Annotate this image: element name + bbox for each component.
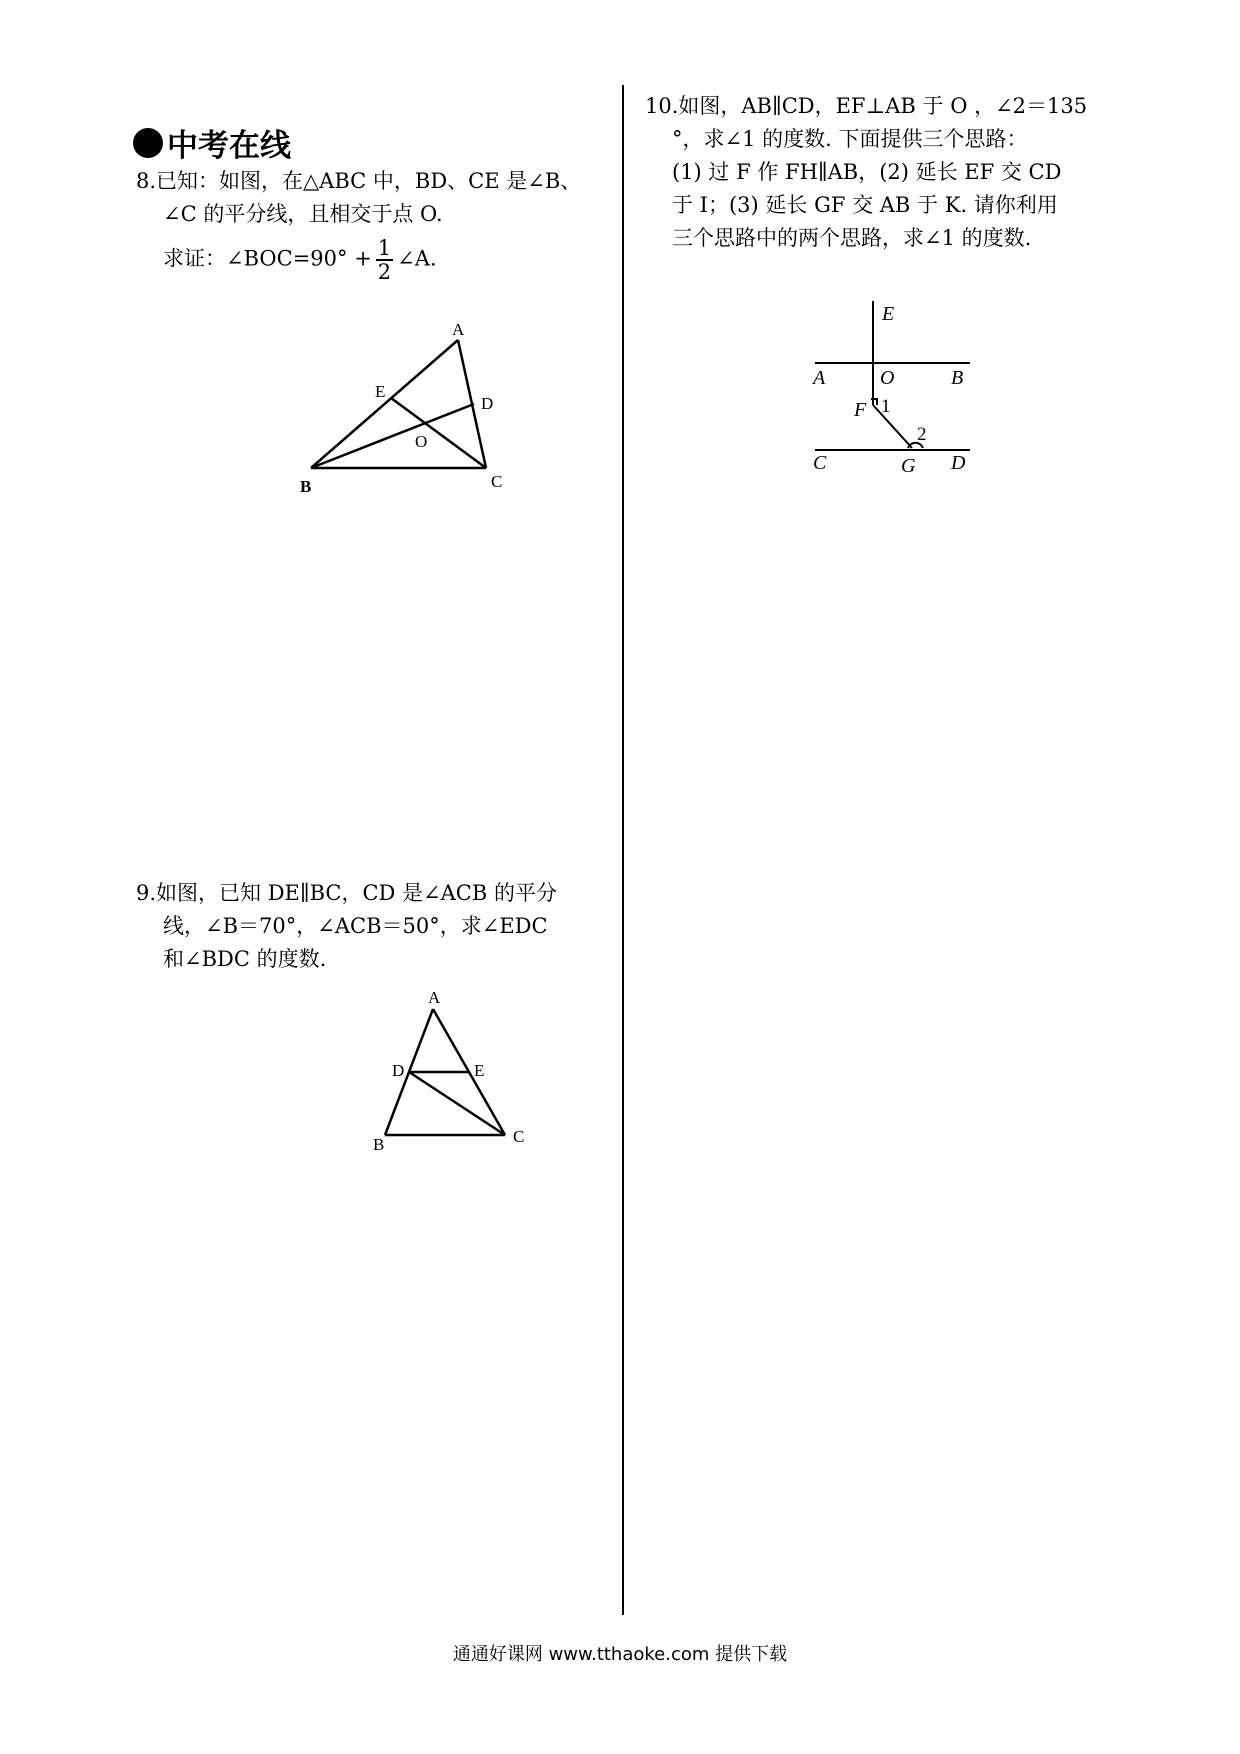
q10-label-B: B — [951, 367, 964, 389]
q9-triangle-figure — [365, 985, 540, 1150]
q10-parallel-lines-figure — [805, 298, 980, 478]
section-title — [133, 120, 291, 165]
q9-line-1: 9.如图，已知 DE∥BC，CD 是∠ACB 的平分 — [136, 881, 557, 905]
q8-fraction — [376, 237, 393, 283]
q8-proof — [136, 237, 606, 283]
q10-line-4: 于 I；(3) 延长 GF 交 AB 于 K. 请你利用 — [672, 193, 1058, 217]
q9-label-C: C — [513, 1127, 525, 1146]
question-10 — [645, 90, 1125, 255]
section-title-text: 中考在线 — [167, 128, 291, 164]
q10-angle-1-label: 1 — [881, 396, 891, 417]
q9-label-D: D — [392, 1061, 405, 1080]
q10-label-F: F — [854, 399, 867, 421]
q8-triangle-figure — [290, 320, 530, 500]
q8-proof-suffix: ∠A. — [397, 246, 437, 271]
question-8 — [136, 165, 606, 283]
q10-line-2: °，求∠1 的度数. 下面提供三个思路： — [672, 127, 1028, 151]
q9-label-E: E — [474, 1061, 485, 1080]
q8-label-O: O — [415, 432, 428, 451]
q8-label-D: D — [481, 394, 494, 413]
q10-line-5: 三个思路中的两个思路，求∠1 的度数. — [672, 226, 1032, 250]
bullet-icon — [133, 128, 163, 158]
q10-label-D: D — [951, 452, 966, 474]
q9-line-2: 线，∠B＝70°，∠ACB＝50°，求∠EDC — [163, 914, 548, 938]
q10-label-G: G — [901, 455, 916, 477]
column-divider — [622, 85, 624, 1615]
q8-label-C: C — [491, 472, 503, 491]
q9-label-B: B — [373, 1135, 385, 1150]
q10-line-1: 10.如图，AB∥CD，EF⊥AB 于 O ，∠2＝135 — [645, 94, 1088, 118]
q10-label-C: C — [813, 452, 827, 474]
q10-label-E: E — [882, 303, 895, 325]
q8-proof-prefix: 求证：∠BOC=90° + — [163, 246, 372, 271]
footer-text: 通通好课网 www.tthaoke.com 提供下载 — [452, 1644, 788, 1665]
q8-label-A: A — [452, 320, 465, 339]
q9-label-A: A — [428, 988, 441, 1007]
q8-label-E: E — [375, 382, 386, 401]
q8-line-2: ∠C 的平分线，且相交于点 O. — [163, 202, 443, 226]
q10-label-O: O — [880, 367, 895, 389]
q10-angle-2-label: 2 — [917, 424, 927, 445]
q9-line-3: 和∠BDC 的度数. — [163, 947, 327, 971]
q8-fraction-denominator: 2 — [377, 260, 392, 284]
q10-line-3: (1) 过 F 作 FH∥AB，(2) 延长 EF 交 CD — [672, 160, 1062, 184]
q10-label-A: A — [813, 367, 826, 389]
q8-fraction-numerator: 1 — [377, 236, 392, 260]
q8-label-B: B — [300, 477, 312, 496]
q8-line-1: 8.已知：如图，在△ABC 中，BD、CE 是∠B、 — [136, 169, 582, 193]
question-9 — [136, 877, 606, 976]
